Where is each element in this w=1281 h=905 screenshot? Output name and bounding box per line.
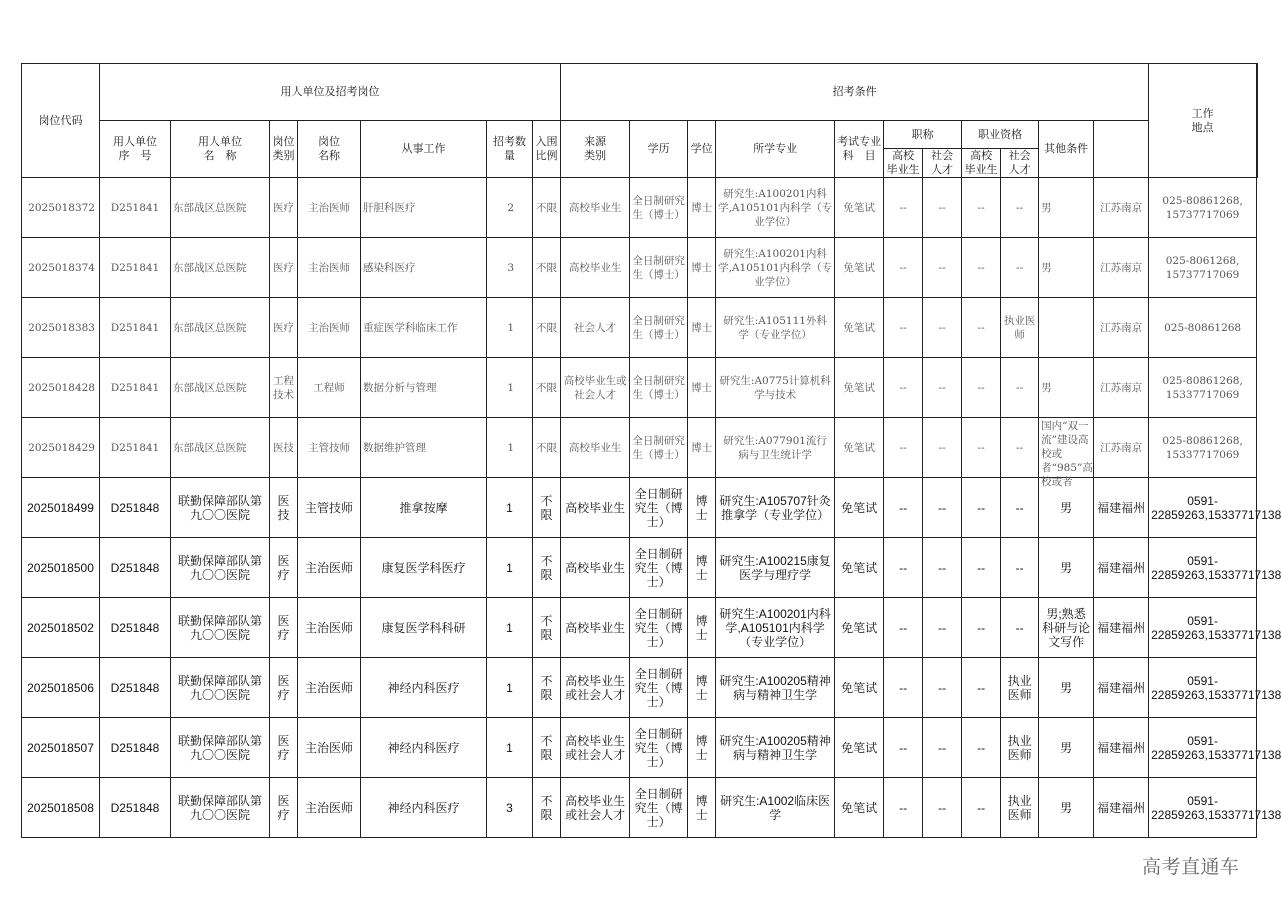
source-cell: 高校毕业生 — [561, 178, 630, 238]
duty-cell: 康复医学科医疗 — [361, 538, 487, 598]
header-other: 其他条件 — [1039, 121, 1094, 178]
ratio-cell: 不限 — [533, 358, 561, 418]
header-conditions-group: 招考条件 — [561, 64, 1149, 121]
post-name-cell: 主治医师 — [298, 538, 361, 598]
other-cond-cell: 男 — [1039, 538, 1094, 598]
header-exam-subject: 考试专业 科 目 — [835, 121, 884, 178]
major-cell: 研究生:A1002临床医学 — [716, 778, 835, 838]
qual-social-cell: 执业医师 — [1001, 298, 1039, 358]
qual-social-cell: -- — [1001, 598, 1039, 658]
qual-social-cell: -- — [1001, 238, 1039, 298]
unit-seq-cell: D251848 — [100, 598, 171, 658]
qual-grad-cell: -- — [962, 298, 1001, 358]
education-cell: 全日制研究生（博士） — [630, 718, 688, 778]
major-cell: 研究生:A105707针灸推拿学（专业学位） — [716, 478, 835, 538]
unit-name-cell: 东部战区总医院 — [171, 298, 270, 358]
table-row — [22, 178, 1258, 238]
unit-seq-cell: D251841 — [100, 178, 171, 238]
other-cond-cell: 男 — [1039, 778, 1094, 838]
post-name-cell: 主治医师 — [298, 238, 361, 298]
qual-grad-cell: -- — [962, 238, 1001, 298]
title-grad-cell: -- — [884, 178, 923, 238]
header-qual-social: 社会 人才 — [1001, 149, 1039, 178]
header-qual-grad: 高校 毕业生 — [962, 149, 1001, 178]
post-type-cell: 医技 — [270, 418, 298, 478]
unit-seq-cell: D251841 — [100, 238, 171, 298]
qual-grad-cell: -- — [962, 598, 1001, 658]
recruitment-table — [21, 63, 1281, 838]
other-cond-cell: 男;熟悉科研与论文写作 — [1039, 598, 1094, 658]
post-name-cell: 主治医师 — [298, 778, 361, 838]
work-place-cell: 江苏南京 — [1094, 178, 1149, 238]
unit-seq-cell: D251841 — [100, 298, 171, 358]
unit-name-cell: 东部战区总医院 — [171, 358, 270, 418]
education-cell: 全日制研究生（博士） — [630, 658, 688, 718]
qual-grad-cell: -- — [962, 478, 1001, 538]
source-cell: 高校毕业生 — [561, 478, 630, 538]
phone-cell: 025-8061268, 15737717069 — [1149, 238, 1257, 298]
header-source: 来源 类别 — [561, 121, 630, 178]
education-cell: 全日制研究生（博士） — [630, 598, 688, 658]
degree-cell: 博士 — [688, 538, 716, 598]
unit-seq-cell: D251848 — [100, 658, 171, 718]
quota-cell: 1 — [487, 478, 533, 538]
title-social-cell: -- — [923, 298, 962, 358]
source-cell: 高校毕业生 — [561, 538, 630, 598]
title-social-cell: -- — [923, 658, 962, 718]
header-title-social: 社会 人才 — [923, 149, 962, 178]
degree-cell: 博士 — [688, 358, 716, 418]
header-duty: 从事工作 — [361, 121, 487, 178]
unit-name-cell: 联勤保障部队第九〇〇医院 — [171, 538, 270, 598]
post-code-cell: 2025018383 — [22, 298, 100, 358]
title-social-cell: -- — [923, 478, 962, 538]
post-type-cell: 医疗 — [270, 778, 298, 838]
post-type-cell: 医疗 — [270, 718, 298, 778]
ratio-cell: 不限 — [533, 598, 561, 658]
other-cond-cell: 男 — [1039, 718, 1094, 778]
post-type-cell: 医技 — [270, 478, 298, 538]
major-cell: 研究生:A100215康复医学与理疗学 — [716, 538, 835, 598]
unit-seq-cell: D251841 — [100, 358, 171, 418]
table-row — [22, 658, 1258, 718]
other-cond-cell: 国内“双一流”建设高校或者“985”高校或者 — [1039, 418, 1094, 478]
unit-seq-cell: D251848 — [100, 778, 171, 838]
title-grad-cell: -- — [884, 478, 923, 538]
exam-subject-cell: 免笔试 — [835, 478, 884, 538]
post-code-cell: 2025018499 — [22, 478, 100, 538]
quota-cell: 3 — [487, 238, 533, 298]
source-cell: 高校毕业生 — [561, 238, 630, 298]
ratio-cell: 不限 — [533, 298, 561, 358]
unit-name-cell: 联勤保障部队第九〇〇医院 — [171, 658, 270, 718]
exam-subject-cell: 免笔试 — [835, 358, 884, 418]
exam-subject-cell: 免笔试 — [835, 718, 884, 778]
other-cond-cell: 男 — [1039, 478, 1094, 538]
other-cond-cell: 男 — [1039, 658, 1094, 718]
header-title-group: 职称 — [884, 121, 962, 149]
exam-subject-cell: 免笔试 — [835, 598, 884, 658]
post-name-cell: 主治医师 — [298, 598, 361, 658]
work-place-cell: 福建福州 — [1094, 718, 1149, 778]
exam-subject-cell: 免笔试 — [835, 238, 884, 298]
header-unit-seq: 用人单位 序 号 — [100, 121, 171, 178]
post-name-cell: 主治医师 — [298, 718, 361, 778]
header-education: 学历 — [630, 121, 688, 178]
duty-cell: 肝胆科医疗 — [361, 178, 487, 238]
quota-cell: 1 — [487, 358, 533, 418]
title-grad-cell: -- — [884, 418, 923, 478]
major-cell: 研究生:A100205精神病与精神卫生学 — [716, 658, 835, 718]
table-row — [22, 778, 1258, 838]
qual-social-cell: 执业医师 — [1001, 658, 1039, 718]
table-row — [22, 418, 1258, 478]
table-row — [22, 238, 1258, 298]
header-post-type: 岗位 类别 — [270, 121, 298, 178]
phone-cell: 0591-22859263,15337717138 — [1149, 478, 1257, 538]
phone-cell: 0591-22859263,15337717138 — [1149, 718, 1257, 778]
major-cell: 研究生:A100201内科学,A105101内科学（专业学位） — [716, 178, 835, 238]
education-cell: 全日制研究生（博士） — [630, 778, 688, 838]
ratio-cell: 不限 — [533, 478, 561, 538]
source-cell: 高校毕业生 — [561, 418, 630, 478]
source-cell: 社会人才 — [561, 298, 630, 358]
header-title-grad: 高校 毕业生 — [884, 149, 923, 178]
work-place-cell: 江苏南京 — [1094, 238, 1149, 298]
post-code-cell: 2025018502 — [22, 598, 100, 658]
post-code-cell: 2025018508 — [22, 778, 100, 838]
post-type-cell: 医疗 — [270, 658, 298, 718]
ratio-cell: 不限 — [533, 538, 561, 598]
duty-cell: 重症医学科临床工作 — [361, 298, 487, 358]
major-cell: 研究生:A105111外科学（专业学位） — [716, 298, 835, 358]
degree-cell: 博士 — [688, 298, 716, 358]
post-type-cell: 医疗 — [270, 178, 298, 238]
post-code-cell: 2025018506 — [22, 658, 100, 718]
header-ratio: 入围 比例 — [533, 121, 561, 178]
title-grad-cell: -- — [884, 598, 923, 658]
post-name-cell: 主治医师 — [298, 298, 361, 358]
phone-cell: 0591-22859263,15337717138 — [1149, 778, 1257, 838]
qual-grad-cell: -- — [962, 778, 1001, 838]
major-cell: 研究生:A100201内科学,A105101内科学（专业学位） — [716, 598, 835, 658]
ratio-cell: 不限 — [533, 718, 561, 778]
title-social-cell: -- — [923, 718, 962, 778]
education-cell: 全日制研究生（博士） — [630, 418, 688, 478]
exam-subject-cell: 免笔试 — [835, 658, 884, 718]
exam-subject-cell: 免笔试 — [835, 538, 884, 598]
phone-cell: 025-80861268 — [1149, 298, 1257, 358]
degree-cell: 博士 — [688, 418, 716, 478]
post-code-cell: 2025018374 — [22, 238, 100, 298]
post-code-cell: 2025018372 — [22, 178, 100, 238]
unit-seq-cell: D251848 — [100, 718, 171, 778]
education-cell: 全日制研究生（博士） — [630, 238, 688, 298]
qual-social-cell: 执业医师 — [1001, 718, 1039, 778]
duty-cell: 数据维护管理 — [361, 418, 487, 478]
unit-seq-cell: D251841 — [100, 418, 171, 478]
post-name-cell: 主治医师 — [298, 658, 361, 718]
exam-subject-cell: 免笔试 — [835, 778, 884, 838]
degree-cell: 博士 — [688, 718, 716, 778]
exam-subject-cell: 免笔试 — [835, 178, 884, 238]
unit-name-cell: 东部战区总医院 — [171, 418, 270, 478]
post-type-cell: 医疗 — [270, 598, 298, 658]
qual-grad-cell: -- — [962, 658, 1001, 718]
quota-cell: 1 — [487, 658, 533, 718]
title-social-cell: -- — [923, 778, 962, 838]
work-place-cell: 福建福州 — [1094, 478, 1149, 538]
unit-name-cell: 联勤保障部队第九〇〇医院 — [171, 478, 270, 538]
header-post-name: 岗位 名称 — [298, 121, 361, 178]
header-phone — [1257, 64, 1258, 178]
quota-cell: 1 — [487, 598, 533, 658]
education-cell: 全日制研究生（博士） — [630, 178, 688, 238]
qual-grad-cell: -- — [962, 418, 1001, 478]
table-row — [22, 598, 1258, 658]
qual-social-cell: -- — [1001, 478, 1039, 538]
qual-social-cell: -- — [1001, 178, 1039, 238]
source-cell: 高校毕业生或社会人才 — [561, 718, 630, 778]
work-place-cell: 福建福州 — [1094, 538, 1149, 598]
quota-cell: 1 — [487, 298, 533, 358]
education-cell: 全日制研究生（博士） — [630, 358, 688, 418]
title-social-cell: -- — [923, 538, 962, 598]
qual-grad-cell: -- — [962, 538, 1001, 598]
major-cell: 研究生:A100201内科学,A105101内科学（专业学位） — [716, 238, 835, 298]
education-cell: 全日制研究生（博士） — [630, 478, 688, 538]
title-grad-cell: -- — [884, 358, 923, 418]
unit-name-cell: 联勤保障部队第九〇〇医院 — [171, 778, 270, 838]
title-social-cell: -- — [923, 238, 962, 298]
education-cell: 全日制研究生（博士） — [630, 538, 688, 598]
source-cell: 高校毕业生 — [561, 598, 630, 658]
exam-subject-cell: 免笔试 — [835, 418, 884, 478]
degree-cell: 博士 — [688, 658, 716, 718]
qual-social-cell: -- — [1001, 358, 1039, 418]
duty-cell: 感染科医疗 — [361, 238, 487, 298]
post-type-cell: 医疗 — [270, 238, 298, 298]
qual-grad-cell: -- — [962, 358, 1001, 418]
duty-cell: 数据分析与管理 — [361, 358, 487, 418]
quota-cell: 1 — [487, 538, 533, 598]
header-major: 所学专业 — [716, 121, 835, 178]
major-cell: 研究生:A077901流行病与卫生统计学 — [716, 418, 835, 478]
other-cond-cell: 男 — [1039, 238, 1094, 298]
work-place-cell: 江苏南京 — [1094, 298, 1149, 358]
table-row — [22, 358, 1258, 418]
work-place-cell: 福建福州 — [1094, 778, 1149, 838]
qual-social-cell: 执业医师 — [1001, 778, 1039, 838]
degree-cell: 博士 — [688, 238, 716, 298]
quota-cell: 2 — [487, 178, 533, 238]
phone-cell: 0591-22859263,15337717138 — [1149, 598, 1257, 658]
unit-name-cell: 联勤保障部队第九〇〇医院 — [171, 598, 270, 658]
header-degree: 学位 — [688, 121, 716, 178]
title-social-cell: -- — [923, 598, 962, 658]
post-type-cell: 医疗 — [270, 298, 298, 358]
degree-cell: 博士 — [688, 598, 716, 658]
degree-cell: 博士 — [688, 778, 716, 838]
qual-grad-cell: -- — [962, 178, 1001, 238]
ratio-cell: 不限 — [533, 238, 561, 298]
phone-cell: 0591-22859263,15337717138 — [1149, 658, 1257, 718]
header-work-place: 工作 地点 — [1149, 64, 1257, 178]
work-place-cell: 福建福州 — [1094, 658, 1149, 718]
duty-cell: 神经内科医疗 — [361, 658, 487, 718]
header-quota: 招考数量 — [487, 121, 533, 178]
duty-cell: 推拿按摩 — [361, 478, 487, 538]
unit-name-cell: 联勤保障部队第九〇〇医院 — [171, 718, 270, 778]
major-cell: 研究生:A0775计算机科学与技术 — [716, 358, 835, 418]
post-name-cell: 主治医师 — [298, 178, 361, 238]
title-grad-cell: -- — [884, 238, 923, 298]
unit-seq-cell: D251848 — [100, 538, 171, 598]
major-cell: 研究生:A100205精神病与精神卫生学 — [716, 718, 835, 778]
post-type-cell: 工程技术 — [270, 358, 298, 418]
ratio-cell: 不限 — [533, 418, 561, 478]
title-social-cell: -- — [923, 358, 962, 418]
work-place-cell: 福建福州 — [1094, 598, 1149, 658]
title-grad-cell: -- — [884, 658, 923, 718]
post-code-cell: 2025018428 — [22, 358, 100, 418]
watermark-logo: 高考直通车 — [1142, 856, 1240, 878]
duty-cell: 神经内科医疗 — [361, 778, 487, 838]
other-cond-cell — [1039, 298, 1094, 358]
unit-name-cell: 东部战区总医院 — [171, 178, 270, 238]
quota-cell: 1 — [487, 718, 533, 778]
title-social-cell: -- — [923, 418, 962, 478]
duty-cell: 康复医学科科研 — [361, 598, 487, 658]
degree-cell: 博士 — [688, 178, 716, 238]
title-grad-cell: -- — [884, 538, 923, 598]
source-cell: 高校毕业生或社会人才 — [561, 658, 630, 718]
title-grad-cell: -- — [884, 718, 923, 778]
source-cell: 高校毕业生或社会人才 — [561, 358, 630, 418]
header-unit-name: 用人单位 名 称 — [171, 121, 270, 178]
phone-cell: 0591-22859263,15337717138 — [1149, 538, 1257, 598]
quota-cell: 1 — [487, 418, 533, 478]
ratio-cell: 不限 — [533, 178, 561, 238]
post-name-cell: 工程师 — [298, 358, 361, 418]
title-grad-cell: -- — [884, 778, 923, 838]
source-cell: 高校毕业生或社会人才 — [561, 778, 630, 838]
work-place-cell: 江苏南京 — [1094, 358, 1149, 418]
post-code-cell: 2025018500 — [22, 538, 100, 598]
title-social-cell: -- — [923, 178, 962, 238]
qual-social-cell: -- — [1001, 418, 1039, 478]
work-place-cell: 江苏南京 — [1094, 418, 1149, 478]
quota-cell: 3 — [487, 778, 533, 838]
phone-cell: 025-80861268, 15737717069 — [1149, 178, 1257, 238]
qual-grad-cell: -- — [962, 718, 1001, 778]
exam-subject-cell: 免笔试 — [835, 298, 884, 358]
post-code-cell: 2025018507 — [22, 718, 100, 778]
education-cell: 全日制研究生（博士） — [630, 298, 688, 358]
post-code-cell: 2025018429 — [22, 418, 100, 478]
header-employer-group: 用人单位及招考岗位 — [100, 64, 561, 121]
phone-cell: 025-80861268, 15337717069 — [1149, 358, 1257, 418]
duty-cell: 神经内科医疗 — [361, 718, 487, 778]
unit-name-cell: 东部战区总医院 — [171, 238, 270, 298]
ratio-cell: 不限 — [533, 658, 561, 718]
qual-social-cell: -- — [1001, 538, 1039, 598]
ratio-cell: 不限 — [533, 778, 561, 838]
phone-cell: 025-80861268, 15337717069 — [1149, 418, 1257, 478]
header-post-code: 岗位代码 — [22, 64, 100, 178]
table-row — [22, 718, 1258, 778]
table-row — [22, 298, 1258, 358]
other-cond-cell: 男 — [1039, 358, 1094, 418]
post-type-cell: 医疗 — [270, 538, 298, 598]
table-row — [22, 538, 1258, 598]
unit-seq-cell: D251848 — [100, 478, 171, 538]
post-name-cell: 主管技师 — [298, 478, 361, 538]
header-qual-group: 职业资格 — [962, 121, 1039, 149]
title-grad-cell: -- — [884, 298, 923, 358]
other-cond-cell: 男 — [1039, 178, 1094, 238]
post-name-cell: 主管技师 — [298, 418, 361, 478]
degree-cell: 博士 — [688, 478, 716, 538]
